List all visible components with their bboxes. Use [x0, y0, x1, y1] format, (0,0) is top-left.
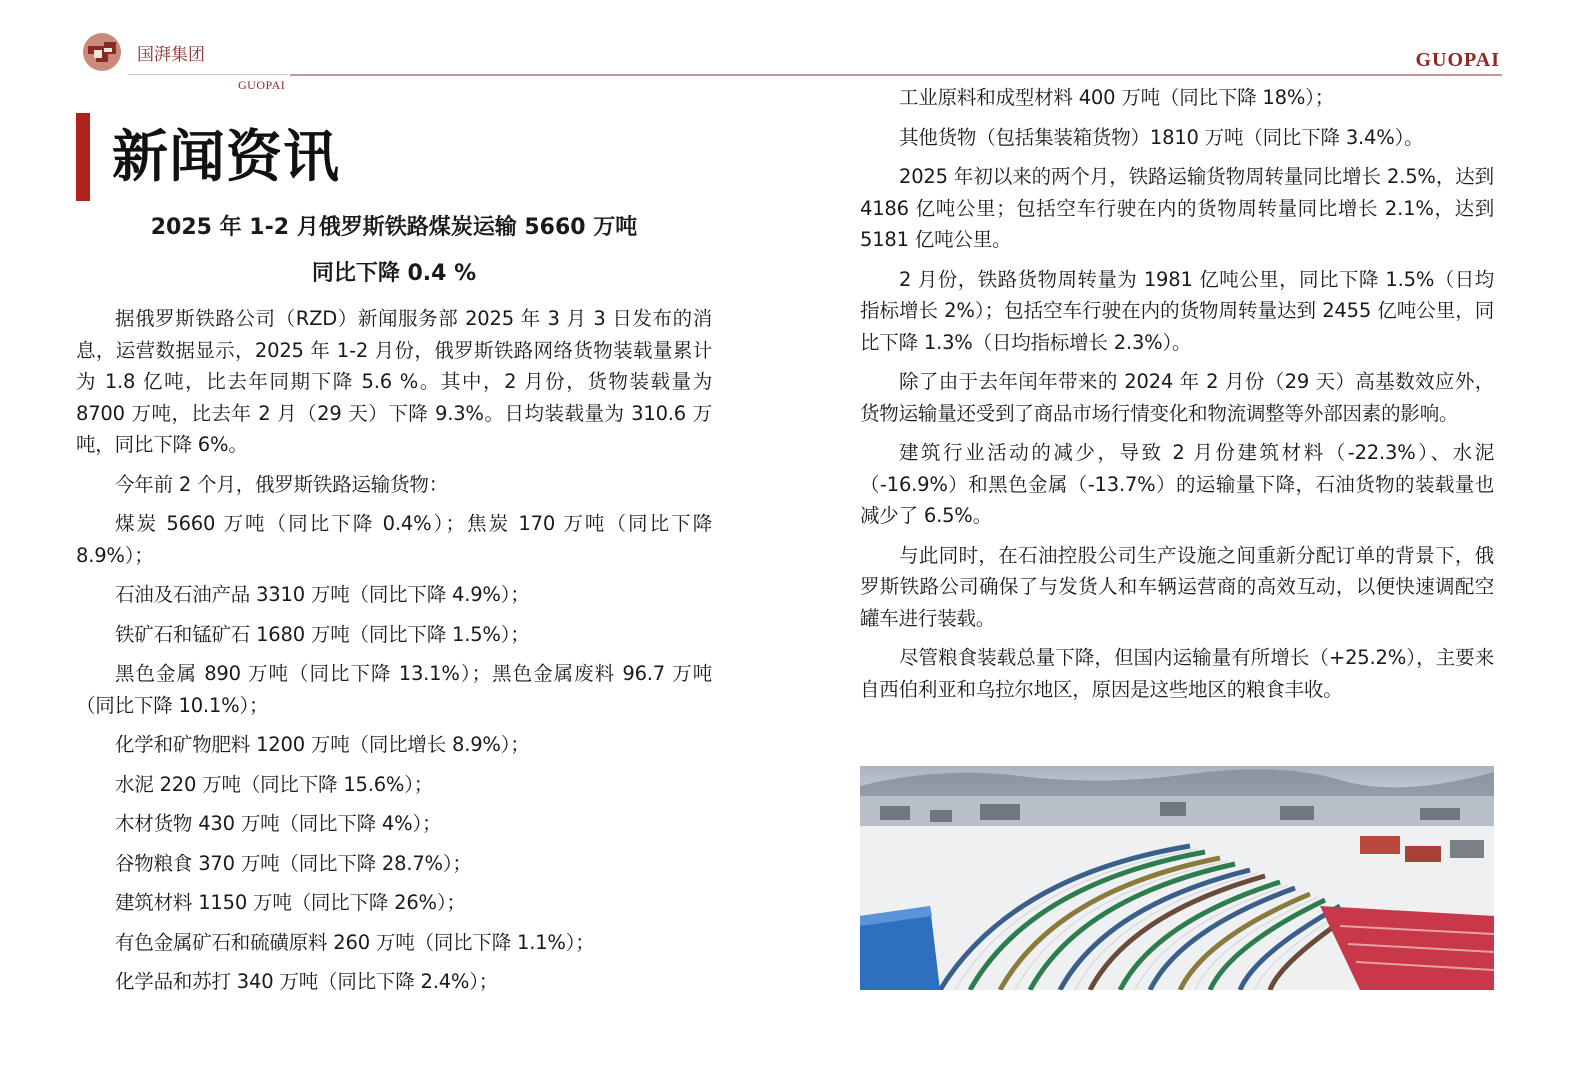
header-rule	[290, 74, 1502, 76]
list-item: 工业原料和成型材料 400 万吨（同比下降 18%）；	[899, 86, 1335, 109]
article-left-column	[76, 205, 712, 1006]
article-headline-line1: 2025 年 1-2 月俄罗斯铁路煤炭运输 5660 万吨	[150, 215, 638, 240]
list-item: 水泥 220 万吨（同比下降 15.6%）；	[115, 772, 434, 796]
brand-name-en-right: GUOPAI	[1415, 49, 1500, 71]
paragraph: 2025 年初以来的两个月，铁路运输货物周转量同比增长 2.5%，达到 4186 亿吨公里；包括空车行驶在内的货物周转量同比增长 2.1%，达到 5181 亿吨公里。	[860, 165, 1494, 251]
article-headline-line2: 同比下降 0.4 %	[311, 261, 477, 286]
list-item: 石油及石油产品 3310 万吨（同比下降 4.9%）；	[115, 583, 530, 606]
list-item: 有色金属矿石和硫磺原料 260 万吨（同比下降 1.1%）；	[115, 930, 595, 954]
list-item: 黑色金属 890 万吨（同比下降 13.1%）；黑色金属废料 96.7 万吨（同比下降 10.1%）；	[76, 662, 712, 717]
article-right-column	[860, 82, 1494, 713]
list-item: 木材货物 430 万吨（同比下降 4%）；	[115, 812, 442, 835]
list-item: 谷物粮食 370 万吨（同比下降 28.7%）；	[115, 851, 472, 875]
paragraph: 除了由于去年闰年带来的 2024 年 2 月份（29 天）高基数效应外，货物运输量还受到了商品市场行情变化和物流调整等外部因素的影响。	[860, 370, 1494, 425]
header-rule-short	[128, 74, 288, 75]
brand-name-en-small: GUOPAI	[238, 78, 286, 92]
list-item: 建筑材料 1150 万吨（同比下降 26%）；	[115, 891, 466, 914]
list-item: 铁矿石和锰矿石 1680 万吨（同比下降 1.5%）；	[115, 622, 530, 646]
list-item: 其他货物（包括集装箱货物）1810 万吨（同比下降 3.4%）。	[899, 125, 1424, 149]
paragraph: 与此同时，在石油控股公司生产设施之间重新分配订单的背景下，俄罗斯铁路公司确保了与发货人和车辆运营商的高效互动，以便快速调配空罐车进行装载。	[860, 543, 1494, 630]
railway-yard-illustration	[860, 766, 1494, 990]
railway-yard-photo	[860, 766, 1494, 990]
company-logo	[82, 32, 122, 72]
paragraph: 尽管粮食装载总量下降，但国内运输量有所增长（+25.2%），主要来自西伯利亚和乌拉尔地区，原因是这些地区的粮食丰收。	[860, 646, 1494, 701]
brand-name-cn: 国湃集团	[137, 45, 205, 65]
section-title: 新闻资讯	[112, 125, 340, 190]
paragraph: 建筑行业活动的减少，导致 2 月份建筑材料（-22.3%）、水泥（-16.9%）和黑色金属（-13.7%）的运输量下降，石油货物的装载量也减少了 6.5%。	[860, 441, 1494, 527]
paragraph: 今年前 2 个月，俄罗斯铁路运输货物：	[115, 472, 449, 496]
paragraph: 据俄罗斯铁路公司（RZD）新闻服务部 2025 年 3 月 3 日发布的消息，运营数据显示，2025 年 1-2 月份，俄罗斯铁路网络货物装载量累计为 1.8 亿吨，比去年同期下降 5.6 %。其中，2 月份，货物装载量为 8700 万吨，比去年 2 月（29 天）下降 9.3%。日均装载量为 310.6 万吨，同比下降 6%。	[76, 307, 713, 456]
list-item: 煤炭 5660 万吨（同比下降 0.4%）；焦炭 170 万吨（同比下降 8.9%）；	[76, 512, 712, 567]
list-item: 化学品和苏打 340 万吨（同比下降 2.4%）；	[115, 970, 499, 993]
list-item: 化学和矿物肥料 1200 万吨（同比增长 8.9%）；	[115, 733, 530, 756]
paragraph: 2 月份，铁路货物周转量为 1981 亿吨公里，同比下降 1.5%（日均指标增长 2%）；包括空车行驶在内的货物周转量达到 2455 亿吨公里，同比下降 1.3%（日均指标增长 2.3%）。	[860, 267, 1494, 354]
section-title-accent-bar	[76, 113, 90, 201]
